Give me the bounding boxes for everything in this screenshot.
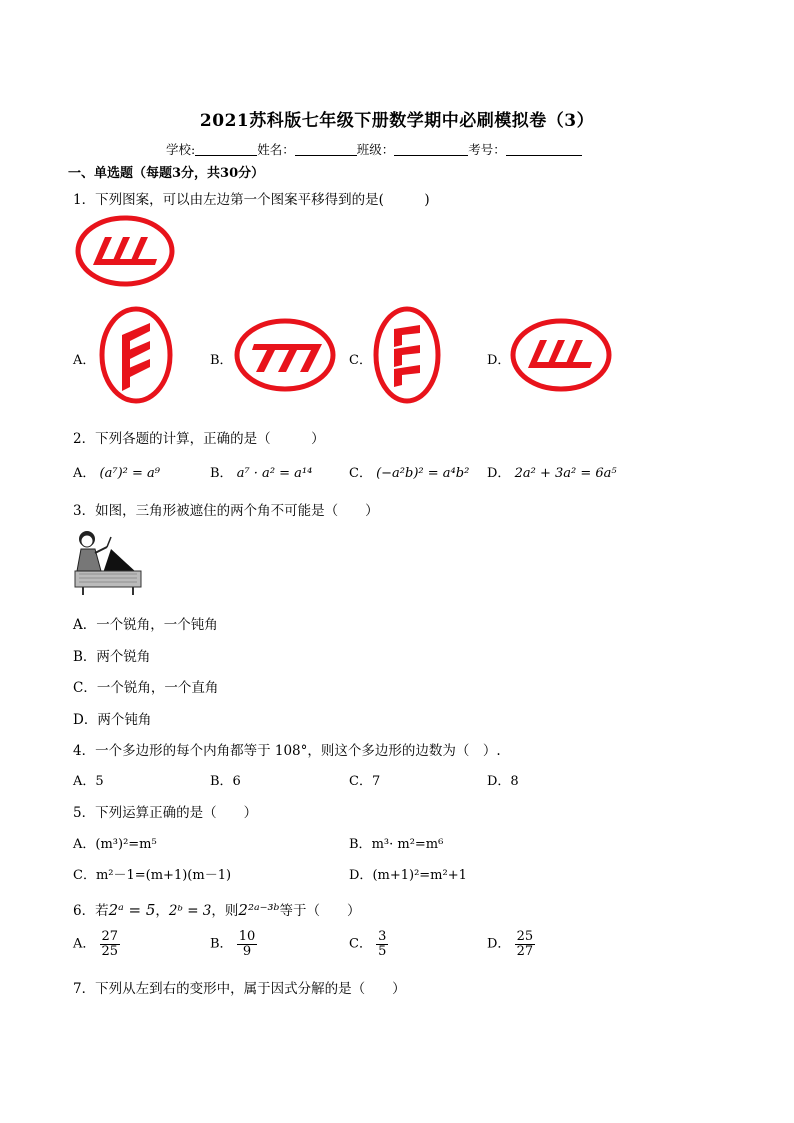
question-5-stem: 5．下列运算正确的是（ ）: [73, 805, 258, 821]
q6-option-c-fraction: [376, 930, 388, 958]
q6-expression: 2²ᵃ⁻³ᵇ: [238, 901, 280, 919]
q5-option-c: [73, 864, 231, 883]
q6-option-d-numerator: 25: [516, 929, 534, 944]
q2-option-a-label: A．: [73, 466, 96, 481]
school-blank: [195, 142, 257, 156]
q6-option-a: [73, 930, 120, 958]
question-2-stem: 2．下列各题的计算，正确的是（ ）: [73, 431, 325, 447]
q6-condition-2: 2ᵇ = 3: [168, 903, 212, 919]
q3-option-a: A．一个锐角，一个钝角: [73, 617, 218, 633]
q2-option-b-label: B．: [210, 466, 233, 481]
q1-option-d-label: D．: [487, 353, 511, 368]
q6-option-d-fraction: [515, 930, 536, 958]
class-blank: [394, 142, 468, 156]
q5-option-c-expr: m²－1=(m+1)(m－1): [95, 868, 232, 883]
logo-option-a-image: [96, 305, 176, 405]
exam-no-blank: [506, 142, 582, 156]
q6-option-a-fraction: [100, 930, 121, 958]
logo-option-b-image: [234, 318, 336, 392]
q6-option-a-denominator: 25: [101, 943, 119, 959]
q6-option-a-numerator: 27: [101, 929, 119, 944]
q6-stem-suffix: 等于（ ）: [279, 903, 361, 919]
school-label: 学校:: [166, 142, 196, 157]
q2-option-a: [73, 462, 160, 481]
question-1-stem: 1．下列图案，可以由左边第一个图案平移得到的是( ): [73, 192, 430, 208]
q3-option-c: C．一个锐角，一个直角: [73, 680, 219, 696]
name-label: 姓名：: [257, 142, 295, 157]
q4-option-a: A．5: [73, 774, 104, 789]
q2-option-b-expr: a⁷ · a² = a¹⁴: [236, 466, 313, 481]
student-info-line: [166, 140, 582, 158]
question-6-stem: 6．若2ᵃ = 5，2ᵇ = 3，则2²ᵃ⁻³ᵇ等于（ ）: [73, 901, 361, 919]
q2-option-a-expr: (a⁷)² = a⁹: [99, 466, 160, 481]
q6-option-d: [487, 930, 535, 958]
q6-option-b-fraction: [237, 930, 258, 958]
q5-option-b-expr: m³· m²=m⁶: [371, 837, 444, 852]
q5-option-b: [349, 833, 443, 852]
q6-option-b-numerator: 10: [238, 929, 256, 944]
q2-option-d-expr: 2a² + 3a² = 6a⁵: [514, 466, 617, 481]
q1-option-b-label: B．: [210, 353, 233, 368]
q5-option-d: [349, 864, 467, 883]
logo-original-image: [75, 215, 175, 287]
q6-option-c: [349, 930, 388, 958]
q5-option-a-expr: (m³)²=m⁵: [95, 837, 157, 852]
q4-option-c: C．7: [349, 774, 381, 789]
q4-option-b: B．6: [210, 774, 241, 789]
q2-option-d-label: D．: [487, 466, 511, 481]
q5-option-d-label: D．: [349, 868, 373, 883]
exam-no-label: 考号：: [468, 142, 506, 157]
name-blank: [295, 142, 357, 156]
question-3-stem: 3．如图，三角形被遮住的两个角不可能是（ ）: [73, 503, 379, 519]
q6-option-d-label: D．: [487, 936, 511, 952]
q1-option-c-label: C．: [349, 353, 372, 368]
q6-stem-mid: ，则: [211, 903, 239, 919]
logo-option-d-image: [510, 318, 612, 392]
q5-option-a-label: A．: [73, 837, 96, 852]
q4-option-d: D．8: [487, 774, 519, 789]
question-7-stem: 7．下列从左到右的变形中，属于因式分解的是（ ）: [73, 981, 406, 997]
q5-option-d-expr: (m+1)²=m²+1: [372, 868, 467, 883]
q3-option-d: D．两个钝角: [73, 712, 152, 728]
q2-option-b: [210, 462, 312, 481]
q6-option-d-denominator: 27: [516, 943, 534, 959]
q6-condition-1: 2ᵃ = 5: [108, 901, 156, 919]
q6-option-b-label: B．: [210, 936, 233, 952]
covered-triangle-figure: [73, 527, 149, 599]
q6-stem-prefix: 6．若: [73, 903, 109, 919]
q2-option-c-expr: (−a²b)² = a⁴b²: [376, 466, 470, 481]
q2-option-d: [487, 462, 617, 481]
q5-option-c-label: C．: [73, 868, 96, 883]
q5-option-a: [73, 833, 157, 852]
q6-option-c-numerator: 3: [378, 929, 387, 944]
q2-option-c: [349, 462, 469, 481]
q2-option-c-label: C．: [349, 466, 372, 481]
page-title: 2021苏科版七年级下册数学期中必刷模拟卷（3）: [199, 111, 595, 131]
q6-option-c-label: C．: [349, 936, 372, 952]
q5-option-b-label: B．: [349, 837, 372, 852]
q6-option-b: [210, 930, 257, 958]
q6-option-c-denominator: 5: [378, 943, 387, 959]
section-heading: 一、单选题（每题3分，共30分）: [68, 166, 265, 181]
q6-option-a-label: A．: [73, 936, 96, 952]
logo-option-c-image: [372, 305, 442, 405]
q3-option-b: B．两个锐角: [73, 649, 151, 665]
class-label: 班级：: [356, 142, 395, 157]
q6-option-b-denominator: 9: [242, 943, 252, 959]
question-4-stem: 4．一个多边形的每个内角都等于 108°，则这个多边形的边数为（ ）.: [73, 743, 501, 759]
q1-option-a-label: A．: [73, 353, 96, 368]
